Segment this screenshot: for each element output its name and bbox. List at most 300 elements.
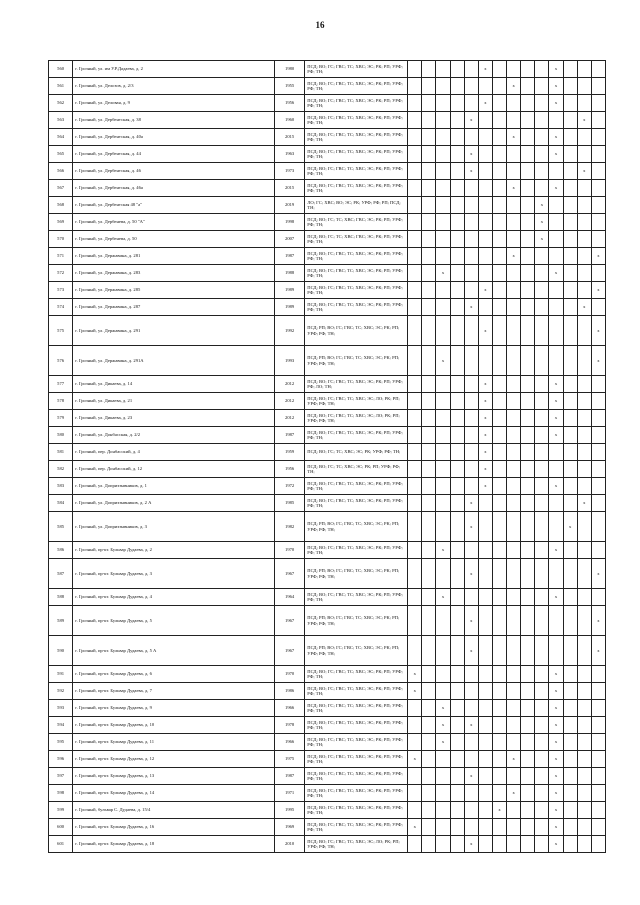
mark-cell bbox=[464, 95, 478, 112]
mark-cell bbox=[436, 410, 450, 427]
mark-cell bbox=[450, 495, 464, 512]
mark-cell bbox=[521, 427, 535, 444]
mark-cell bbox=[450, 636, 464, 666]
mark-cell: x bbox=[591, 636, 605, 666]
mark-cell bbox=[591, 802, 605, 819]
mark-cell bbox=[422, 214, 436, 231]
mark-cell bbox=[563, 299, 577, 316]
mark-cell bbox=[521, 393, 535, 410]
mark-cell bbox=[408, 410, 422, 427]
mark-cell bbox=[408, 78, 422, 95]
address-cell: г. Грозный, пр-кт. Бульвар Дудаева, д. 16 bbox=[73, 819, 275, 836]
mark-cell bbox=[478, 734, 492, 751]
mark-cell bbox=[521, 146, 535, 163]
mark-cell bbox=[450, 376, 464, 393]
row-number: 570 bbox=[49, 231, 73, 248]
mark-cell bbox=[436, 61, 450, 78]
mark-cell bbox=[408, 768, 422, 785]
mark-cell bbox=[591, 95, 605, 112]
systems-cell: ЛО; ГС; ХВС; ВО; ЭС; РК; УРФ; РФ; РП; ПСД; ТН; bbox=[305, 197, 408, 214]
mark-cell bbox=[577, 78, 591, 95]
year-cell: 1966 bbox=[275, 734, 305, 751]
table-row bbox=[49, 299, 606, 316]
systems-cell: ПСД; ВО; ГС; ГВС; ТС; ХВС; ЭС; РК; РП; УРФ; РФ; ТН; bbox=[305, 700, 408, 717]
mark-cell bbox=[436, 316, 450, 346]
table-row bbox=[49, 410, 606, 427]
mark-cell bbox=[521, 265, 535, 282]
mark-cell bbox=[408, 512, 422, 542]
mark-cell bbox=[408, 282, 422, 299]
year-cell: 1972 bbox=[275, 478, 305, 495]
mark-cell bbox=[492, 95, 506, 112]
systems-cell: ПСД; ВО; ГС; ТС; ХВС; ГВС; ЭС; РК; РП; УРФ; РФ; ТН; bbox=[305, 231, 408, 248]
mark-cell bbox=[408, 180, 422, 197]
systems-cell: ПСД; ВО; ГС; ГВС; ТС; ХВС; ЭС; РК; РП; УРФ; РФ; ТН; bbox=[305, 78, 408, 95]
mark-cell bbox=[535, 512, 549, 542]
mark-cell bbox=[478, 78, 492, 95]
mark-cell bbox=[563, 461, 577, 478]
mark-cell: x bbox=[464, 495, 478, 512]
mark-cell bbox=[507, 802, 521, 819]
mark-cell bbox=[535, 802, 549, 819]
mark-cell: x bbox=[464, 146, 478, 163]
mark-cell: x bbox=[549, 751, 563, 768]
mark-cell bbox=[478, 299, 492, 316]
mark-cell bbox=[563, 146, 577, 163]
table-row bbox=[49, 78, 606, 95]
mark-cell bbox=[464, 461, 478, 478]
mark-cell bbox=[507, 836, 521, 853]
mark-cell bbox=[422, 248, 436, 265]
mark-cell bbox=[549, 346, 563, 376]
mark-cell bbox=[549, 606, 563, 636]
mark-cell bbox=[563, 819, 577, 836]
year-cell: 1967 bbox=[275, 559, 305, 589]
row-number: 580 bbox=[49, 427, 73, 444]
row-number: 571 bbox=[49, 248, 73, 265]
mark-cell bbox=[577, 751, 591, 768]
row-number: 595 bbox=[49, 734, 73, 751]
mark-cell bbox=[492, 214, 506, 231]
mark-cell bbox=[591, 444, 605, 461]
mark-cell bbox=[478, 265, 492, 282]
mark-cell bbox=[535, 95, 549, 112]
mark-cell bbox=[535, 427, 549, 444]
address-cell: г. Грозный, ул. Дербентская, д. 44 bbox=[73, 146, 275, 163]
mark-cell: x bbox=[535, 231, 549, 248]
mark-cell bbox=[436, 78, 450, 95]
systems-cell: ПСД; ВО; ГС; ГВС; ТС; ХВС; ЭС; РК; РП; УРФ; РФ; ТН; bbox=[305, 427, 408, 444]
mark-cell bbox=[422, 636, 436, 666]
row-number: 578 bbox=[49, 393, 73, 410]
mark-cell bbox=[492, 444, 506, 461]
mark-cell bbox=[436, 163, 450, 180]
mark-cell bbox=[591, 214, 605, 231]
mark-cell bbox=[436, 197, 450, 214]
table-row bbox=[49, 589, 606, 606]
mark-cell bbox=[408, 163, 422, 180]
year-cell: 1956 bbox=[275, 95, 305, 112]
mark-cell: x bbox=[478, 461, 492, 478]
mark-cell bbox=[478, 197, 492, 214]
mark-cell bbox=[507, 542, 521, 559]
mark-cell bbox=[577, 282, 591, 299]
mark-cell bbox=[464, 316, 478, 346]
mark-cell bbox=[450, 666, 464, 683]
mark-cell: x bbox=[549, 768, 563, 785]
systems-cell: ПСД; ВО; ГС; ГВС; ТС; ХВС; ЭС; РК; РП; УРФ; РФ; ТН; bbox=[305, 734, 408, 751]
register-table bbox=[48, 60, 606, 853]
mark-cell bbox=[507, 461, 521, 478]
mark-cell bbox=[492, 636, 506, 666]
mark-cell bbox=[464, 180, 478, 197]
year-cell: 1985 bbox=[275, 495, 305, 512]
mark-cell bbox=[591, 512, 605, 542]
mark-cell bbox=[521, 785, 535, 802]
systems-cell: ПСД; ВО; ГС; ГВС; ТС; ХВС; ЭС; РК; РП; УРФ; РФ; ТН; bbox=[305, 265, 408, 282]
mark-cell bbox=[436, 768, 450, 785]
address-cell: г. Грозный, пер. Донбасский, д. 12 bbox=[73, 461, 275, 478]
mark-cell bbox=[563, 78, 577, 95]
mark-cell bbox=[535, 751, 549, 768]
mark-cell bbox=[507, 282, 521, 299]
table-row bbox=[49, 427, 606, 444]
systems-cell: ПСД; ВО; ГС; ГВС; ТС; ХВС; ЭС; РК; РП; УРФ; РФ; ТН; bbox=[305, 61, 408, 78]
mark-cell bbox=[591, 393, 605, 410]
mark-cell bbox=[408, 393, 422, 410]
mark-cell: x bbox=[436, 589, 450, 606]
mark-cell: x bbox=[535, 197, 549, 214]
row-number: 576 bbox=[49, 346, 73, 376]
mark-cell bbox=[478, 683, 492, 700]
mark-cell bbox=[521, 559, 535, 589]
mark-cell bbox=[478, 248, 492, 265]
mark-cell bbox=[591, 197, 605, 214]
mark-cell bbox=[521, 461, 535, 478]
mark-cell: x bbox=[464, 606, 478, 636]
mark-cell bbox=[535, 683, 549, 700]
mark-cell: x bbox=[549, 180, 563, 197]
systems-cell: ПСД; ВО; ГС; ГВС; ТС; ХВС; ЭС; РК; РП; УРФ; РФ; ТН; bbox=[305, 785, 408, 802]
mark-cell: x bbox=[464, 163, 478, 180]
mark-cell bbox=[521, 700, 535, 717]
mark-cell bbox=[492, 410, 506, 427]
mark-cell bbox=[521, 683, 535, 700]
mark-cell: x bbox=[478, 427, 492, 444]
mark-cell bbox=[591, 768, 605, 785]
mark-cell bbox=[450, 129, 464, 146]
year-cell: 1963 bbox=[275, 146, 305, 163]
mark-cell bbox=[563, 700, 577, 717]
mark-cell: x bbox=[478, 61, 492, 78]
mark-cell: x bbox=[549, 589, 563, 606]
mark-cell bbox=[464, 282, 478, 299]
mark-cell bbox=[563, 836, 577, 853]
mark-cell bbox=[591, 146, 605, 163]
mark-cell bbox=[408, 316, 422, 346]
mark-cell bbox=[521, 112, 535, 129]
mark-cell bbox=[478, 146, 492, 163]
mark-cell bbox=[591, 61, 605, 78]
mark-cell bbox=[507, 112, 521, 129]
systems-cell: ПСД; ВО; ГС; ТС; ХВС; ЭС; РК; РП; УРФ; РФ; ТН; bbox=[305, 461, 408, 478]
mark-cell: x bbox=[507, 751, 521, 768]
mark-cell bbox=[521, 376, 535, 393]
mark-cell bbox=[577, 376, 591, 393]
row-number: 561 bbox=[49, 78, 73, 95]
table-row bbox=[49, 768, 606, 785]
mark-cell bbox=[478, 214, 492, 231]
year-cell: 2019 bbox=[275, 197, 305, 214]
mark-cell bbox=[535, 717, 549, 734]
systems-cell: ПСД; ВО; ГС; ГВС; ТС; ХВС; ЭС; ЛО; РК; РП; УРФ; РФ; ТН; bbox=[305, 836, 408, 853]
mark-cell: x bbox=[549, 785, 563, 802]
mark-cell bbox=[464, 444, 478, 461]
mark-cell bbox=[492, 785, 506, 802]
mark-cell bbox=[577, 785, 591, 802]
mark-cell: x bbox=[507, 78, 521, 95]
mark-cell bbox=[436, 461, 450, 478]
year-cell: 1987 bbox=[275, 768, 305, 785]
row-number: 564 bbox=[49, 129, 73, 146]
table-row bbox=[49, 197, 606, 214]
mark-cell bbox=[436, 180, 450, 197]
mark-cell bbox=[577, 636, 591, 666]
mark-cell bbox=[436, 836, 450, 853]
systems-cell: ПСД; ВО; ГС; ГВС; ТС; ХВС; ЭС; РК; РП; УРФ; РФ; ТН; bbox=[305, 666, 408, 683]
mark-cell bbox=[521, 606, 535, 636]
row-number: 577 bbox=[49, 376, 73, 393]
mark-cell bbox=[577, 129, 591, 146]
mark-cell bbox=[577, 427, 591, 444]
mark-cell: x bbox=[549, 542, 563, 559]
systems-cell: ПСД; РП; ВО; ГС; ГВС; ТС; ХВС; ЭС; РК; РП; УРФ; РФ; ТН; bbox=[305, 606, 408, 636]
mark-cell bbox=[535, 146, 549, 163]
mark-cell bbox=[464, 393, 478, 410]
mark-cell bbox=[535, 461, 549, 478]
mark-cell: x bbox=[591, 346, 605, 376]
mark-cell: x bbox=[563, 512, 577, 542]
year-cell: 1971 bbox=[275, 785, 305, 802]
systems-cell: ПСД; ВО; ГС; ГВС; ТС; ХВС; ЭС; РК; РП; УРФ; РФ; ТН; bbox=[305, 248, 408, 265]
mark-cell bbox=[464, 376, 478, 393]
year-cell: 1988 bbox=[275, 265, 305, 282]
mark-cell bbox=[591, 666, 605, 683]
mark-cell bbox=[535, 819, 549, 836]
mark-cell bbox=[521, 61, 535, 78]
mark-cell bbox=[577, 768, 591, 785]
mark-cell bbox=[521, 768, 535, 785]
row-number: 596 bbox=[49, 751, 73, 768]
mark-cell bbox=[507, 316, 521, 346]
mark-cell: x bbox=[549, 61, 563, 78]
address-cell: г. Грозный, ул. Доприэзывников, д. 1 bbox=[73, 478, 275, 495]
mark-cell bbox=[563, 265, 577, 282]
mark-cell bbox=[450, 248, 464, 265]
table-row bbox=[49, 461, 606, 478]
table-row bbox=[49, 95, 606, 112]
mark-cell bbox=[408, 542, 422, 559]
mark-cell bbox=[549, 461, 563, 478]
mark-cell bbox=[521, 316, 535, 346]
mark-cell bbox=[507, 636, 521, 666]
mark-cell bbox=[450, 717, 464, 734]
mark-cell bbox=[492, 163, 506, 180]
mark-cell bbox=[408, 734, 422, 751]
table-row bbox=[49, 802, 606, 819]
mark-cell: x bbox=[478, 393, 492, 410]
mark-cell bbox=[591, 478, 605, 495]
row-number: 594 bbox=[49, 717, 73, 734]
year-cell: 1967 bbox=[275, 606, 305, 636]
mark-cell bbox=[436, 231, 450, 248]
mark-cell bbox=[577, 666, 591, 683]
systems-cell: ПСД; ВО; ГС; ГВС; ТС; ХВС; ЭС; РК; РП; УРФ; РФ; ТН; bbox=[305, 112, 408, 129]
mark-cell bbox=[577, 444, 591, 461]
mark-cell bbox=[549, 636, 563, 666]
mark-cell bbox=[507, 410, 521, 427]
mark-cell bbox=[450, 346, 464, 376]
row-number: 567 bbox=[49, 180, 73, 197]
mark-cell: x bbox=[464, 636, 478, 666]
mark-cell bbox=[492, 478, 506, 495]
mark-cell bbox=[591, 299, 605, 316]
mark-cell bbox=[577, 316, 591, 346]
mark-cell bbox=[422, 112, 436, 129]
mark-cell bbox=[408, 802, 422, 819]
mark-cell bbox=[563, 410, 577, 427]
mark-cell bbox=[591, 734, 605, 751]
address-cell: г. Грозный, ул. Дикаева, д. 23 bbox=[73, 410, 275, 427]
mark-cell bbox=[492, 589, 506, 606]
mark-cell bbox=[436, 636, 450, 666]
mark-cell: x bbox=[464, 112, 478, 129]
systems-cell: ПСД; ВО; ГС; ГВС; ТС; ХВС; ЭС; РК; РП; УРФ; РФ; ТН; bbox=[305, 768, 408, 785]
mark-cell bbox=[521, 512, 535, 542]
mark-cell bbox=[563, 802, 577, 819]
mark-cell bbox=[507, 95, 521, 112]
mark-cell bbox=[577, 393, 591, 410]
mark-cell bbox=[507, 512, 521, 542]
mark-cell bbox=[563, 231, 577, 248]
mark-cell bbox=[563, 751, 577, 768]
mark-cell bbox=[507, 197, 521, 214]
mark-cell bbox=[577, 265, 591, 282]
address-cell: г. Грозный, пр-кт. Бульвар Дудаева, д. 2 bbox=[73, 542, 275, 559]
mark-cell bbox=[408, 197, 422, 214]
table-row bbox=[49, 346, 606, 376]
year-cell: 1975 bbox=[275, 751, 305, 768]
mark-cell bbox=[577, 61, 591, 78]
row-number: 597 bbox=[49, 768, 73, 785]
page-number: 16 bbox=[315, 20, 325, 30]
mark-cell bbox=[450, 683, 464, 700]
row-number: 572 bbox=[49, 265, 73, 282]
mark-cell bbox=[408, 231, 422, 248]
mark-cell bbox=[535, 282, 549, 299]
mark-cell bbox=[422, 666, 436, 683]
mark-cell bbox=[478, 785, 492, 802]
year-cell: 2010 bbox=[275, 836, 305, 853]
address-cell: г. Грозный, ул. Державина, д. 291А bbox=[73, 346, 275, 376]
mark-cell bbox=[577, 461, 591, 478]
row-number: 600 bbox=[49, 819, 73, 836]
mark-cell bbox=[450, 700, 464, 717]
mark-cell bbox=[535, 180, 549, 197]
mark-cell bbox=[563, 376, 577, 393]
address-cell: г. Грозный, ул. Дербентская 48 "а" bbox=[73, 197, 275, 214]
mark-cell bbox=[535, 478, 549, 495]
mark-cell bbox=[422, 282, 436, 299]
mark-cell bbox=[563, 112, 577, 129]
mark-cell bbox=[436, 751, 450, 768]
mark-cell bbox=[521, 197, 535, 214]
mark-cell bbox=[464, 214, 478, 231]
mark-cell: x bbox=[436, 734, 450, 751]
mark-cell bbox=[535, 61, 549, 78]
mark-cell bbox=[450, 427, 464, 444]
mark-cell bbox=[478, 542, 492, 559]
mark-cell bbox=[549, 512, 563, 542]
mark-cell bbox=[591, 129, 605, 146]
mark-cell bbox=[535, 836, 549, 853]
mark-cell bbox=[408, 248, 422, 265]
mark-cell bbox=[535, 559, 549, 589]
table-row bbox=[49, 559, 606, 589]
mark-cell bbox=[577, 836, 591, 853]
mark-cell bbox=[535, 589, 549, 606]
mark-cell bbox=[563, 129, 577, 146]
mark-cell bbox=[507, 717, 521, 734]
mark-cell bbox=[422, 129, 436, 146]
mark-cell bbox=[521, 180, 535, 197]
mark-cell bbox=[422, 427, 436, 444]
mark-cell: x bbox=[408, 751, 422, 768]
mark-cell: x bbox=[549, 376, 563, 393]
mark-cell: x bbox=[478, 478, 492, 495]
mark-cell bbox=[535, 299, 549, 316]
mark-cell bbox=[436, 802, 450, 819]
year-cell: 1992 bbox=[275, 316, 305, 346]
mark-cell bbox=[422, 734, 436, 751]
year-cell: 2012 bbox=[275, 410, 305, 427]
mark-cell: x bbox=[464, 512, 478, 542]
mark-cell bbox=[535, 78, 549, 95]
mark-cell bbox=[591, 495, 605, 512]
mark-cell: x bbox=[577, 112, 591, 129]
row-number: 579 bbox=[49, 410, 73, 427]
mark-cell bbox=[535, 768, 549, 785]
mark-cell bbox=[450, 819, 464, 836]
mark-cell bbox=[408, 444, 422, 461]
year-cell: 1982 bbox=[275, 512, 305, 542]
mark-cell bbox=[563, 163, 577, 180]
mark-cell bbox=[577, 231, 591, 248]
mark-cell bbox=[422, 146, 436, 163]
address-cell: г. Грозный, ул. Донбасская, д. 2/2 bbox=[73, 427, 275, 444]
table-row bbox=[49, 495, 606, 512]
mark-cell bbox=[521, 410, 535, 427]
row-number: 582 bbox=[49, 461, 73, 478]
address-cell: г. Грозный, ул. Дербентская, д. 46 bbox=[73, 163, 275, 180]
mark-cell bbox=[478, 606, 492, 636]
address-cell: г. Грозный, пр-кт. Бульвар Дудаева, д. 9 bbox=[73, 700, 275, 717]
year-cell: 1964 bbox=[275, 589, 305, 606]
systems-cell: ПСД; ВО; ГС; ГВС; ТС; ХВС; ЭС; РК; РП; УРФ; РФ; ТН; bbox=[305, 180, 408, 197]
mark-cell bbox=[478, 129, 492, 146]
systems-cell: ПСД; ВО; ГС; ГВС; ТС; ХВС; ЭС; ЛО; РК; РП; УРФ; РФ; ТН; bbox=[305, 393, 408, 410]
mark-cell bbox=[422, 316, 436, 346]
